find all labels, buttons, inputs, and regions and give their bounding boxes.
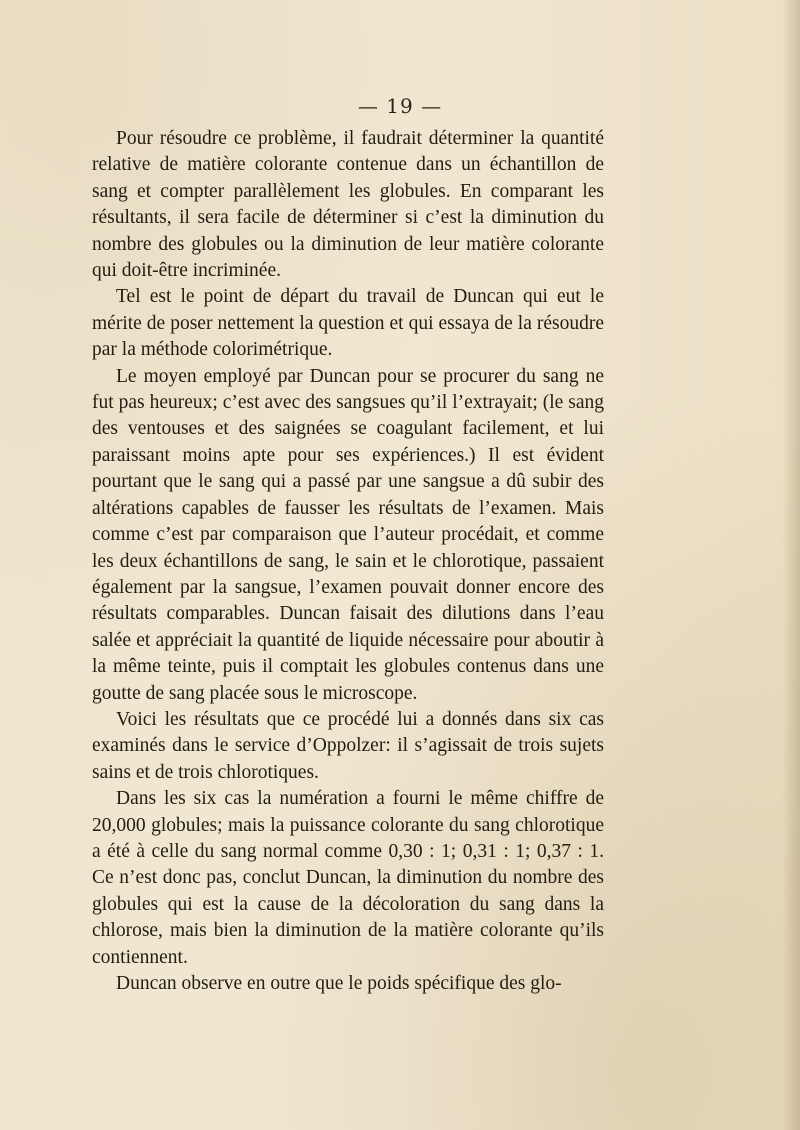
paragraph-2: Tel est le point de départ du travail de Duncan qui eut le mérite de poser nettement la question et qui essaya de la résoudre par la méthode colorimétrique. bbox=[92, 286, 604, 361]
page-number: — 19 — bbox=[357, 94, 443, 118]
paragraph-3: Le moyen employé par Duncan pour se procurer du sang ne fut pas heureux; c’est avec des sangsues qu’il l’extrayait; (le sang des ventouses et des saignées se coagulant facilement, et lui paraissant moins apte pour ses expériences.) Il est évident pourtant que le sang qui a passé par une sangsue a dû subir des altérations capables de fausser les résultats de l’examen. Mais comme c’est par comparaison que l’auteur procédait, et comme les deux échantillons de sang, le sain et le chlorotique, passaient également par la sangsue, l’examen pouvait donner encore des résultats comparables. Duncan faisait des dilutions dans l’eau salée et appréciait la quantité de liquide nécessaire pour aboutir à la même teinte, puis il comptait les globules contenus dans une goutte de sang placée sous le microscope. bbox=[92, 365, 604, 704]
paragraph-4: Voici les résultats que ce procédé lui a donnés dans six cas examinés dans le service d’Oppolzer: il s’agissait de trois sujets sains et de trois chlorotiques. bbox=[92, 708, 604, 783]
page-edge-shadow bbox=[782, 0, 800, 1130]
paragraph-1: Pour résoudre ce problème, il faudrait déterminer la quantité relative de matière colorante contenue dans un échantillon de sang et compter parallèlement les globules. En comparant les résultants, il sera facile de déterminer si c’est la diminution du nombre des globules ou la diminution de leur matière colorante qui doit-être incriminée. bbox=[92, 128, 604, 282]
body-text bbox=[92, 126, 604, 997]
paragraph-5: Dans les six cas la numération a fourni le même chiffre de 20,000 globules; mais la puissance colorante du sang chlorotique a été à celle du sang normal comme 0,30 : 1; 0,31 : 1; 0,37 : 1. Ce n’est donc pas, conclut Duncan, la diminution du nombre des globules qui est la cause de la décoloration du sang dans la chlorose, mais bien la diminution de la matière colorante qu’ils contiennent. bbox=[92, 788, 604, 968]
paragraph-6: Duncan observe en outre que le poids spécifique des glo- bbox=[116, 973, 562, 994]
